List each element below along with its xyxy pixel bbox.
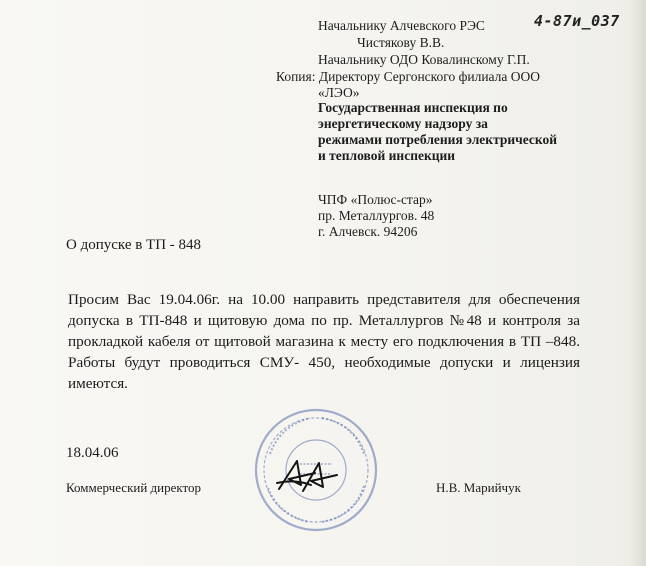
addressee-line-7: энергетическому надзору за [318, 116, 488, 131]
addressee-line-8: режимами потребления электрической [318, 132, 558, 147]
document-code: 4-87и_037 [534, 12, 620, 30]
addressee-line-6: Государственная инспекция по [318, 100, 508, 115]
letter-body-paragraph: Просим Вас 19.04.06г. на 10.00 направить представителя для обеспечения допуска в ТП-848 и щитовую дома по пр. Металлургов №48 и контроля за прокладкой кабеля от щитовой магазина к месту его подключения в ТП –848. Работы будут проводиться СМУ- 450, необходимые допуски и лицензия имеются. [68, 291, 580, 392]
sender-line-1: ЧПФ «Полюс-стар» [318, 192, 433, 207]
subject-line: О допуске в ТП - 848 [66, 237, 202, 253]
addressee-line-4: Копия: Директору Сергонского филиала ООО [276, 69, 541, 84]
signatory-position: Коммерческий директор [66, 480, 202, 495]
signatory-name: Н.В. Марийчук [436, 480, 521, 495]
addressee-line-9: и тепловой инспекции [318, 148, 456, 163]
addressee-line-3: Начальнику ОДО Ковалинскому Г.П. [318, 52, 530, 67]
sender-line-3: г. Алчевск. 94206 [318, 224, 418, 239]
sender-line-2: пр. Металлургов. 48 [318, 208, 435, 223]
scan-edge-shadow [628, 0, 646, 566]
letter-date: 18.04.06 [66, 445, 119, 461]
addressee-line-2: Чистякову В.В. [357, 35, 445, 50]
addressee-line-1: Начальнику Алчевского РЭС [318, 18, 485, 33]
letter-body [68, 289, 580, 394]
handwritten-signature [275, 455, 345, 497]
addressee-line-5: «ЛЭО» [318, 85, 360, 100]
